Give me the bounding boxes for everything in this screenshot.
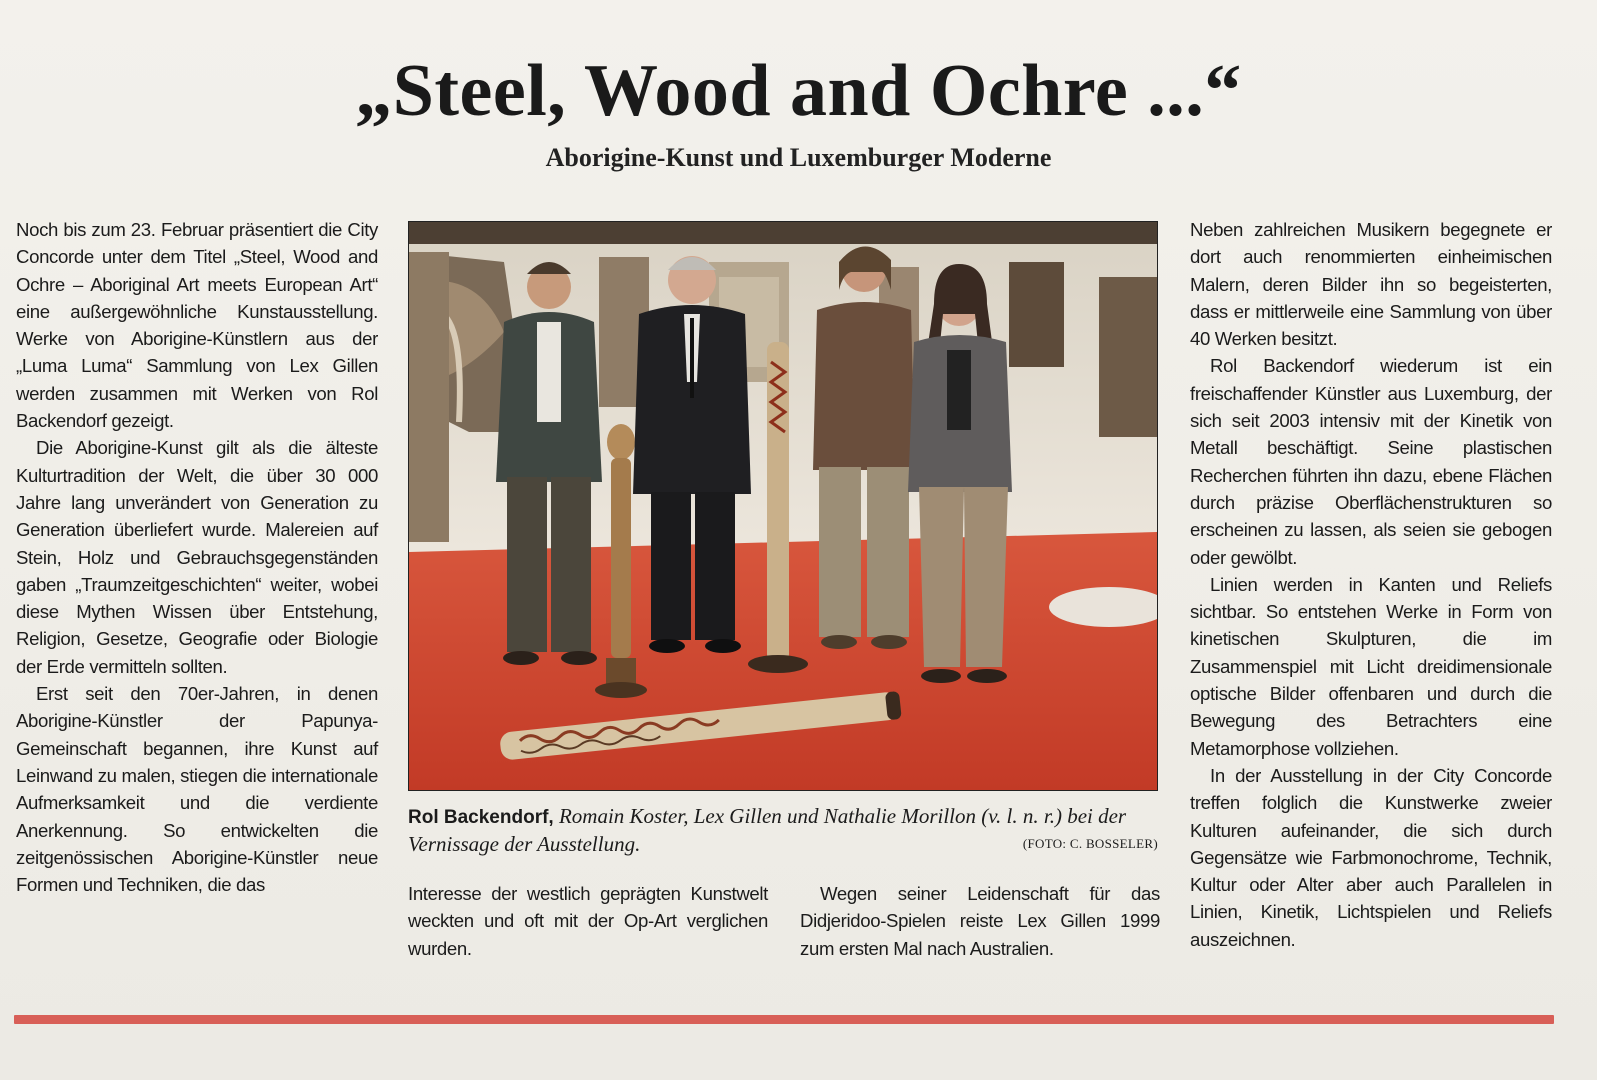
paragraph: Rol Backendorf wiederum ist ein freischaffender Künstler aus Luxemburg, der sich seit 2003 intensiv mit der Kinetik von Metall beschäftigt. Seine plastischen Recherchen führten ihn dazu, ebene Flächen durch präzise Oberflächenstrukturen so erscheinen zu lassen, als seien sie gebogen oder gewölbt. bbox=[1190, 355, 1552, 568]
photo-credit: (FOTO: C. BOSSELER) bbox=[1022, 836, 1158, 851]
bottom-red-rule bbox=[14, 1015, 1554, 1024]
paragraph: Wegen seiner Leidenschaft für das Didjeridoo-Spielen reiste Lex Gillen 1999 zum ersten Mal nach Australien. bbox=[800, 883, 1160, 959]
article-column-middle-1 bbox=[408, 880, 768, 962]
caption-text: Romain Koster, Lex Gillen und Nathalie Morillon (v. l. n. r.) bei der Vernissage der Ausstellung. bbox=[408, 804, 1127, 856]
paragraph: Linien werden in Kanten und Reliefs sichtbar. So entstehen Werke in Form von kinetischen Skulpturen, die im Zusammenspiel mit Licht dreidimensionale optische Bilder offenbaren und durch die Bewegung des Betrachters eine Metamorphose vollziehen. bbox=[1190, 573, 1552, 759]
caption-lead-name: Rol Backendorf, bbox=[408, 807, 554, 828]
exhibition-photo bbox=[408, 221, 1158, 791]
paragraph: Interesse der westlich geprägten Kunstwelt weckten und oft mit der Op-Art verglichen wurden. bbox=[408, 883, 768, 959]
paragraph: Die Aborigine-Kunst gilt als die älteste Kulturtradition der Welt, die über 30 000 Jahre lang unverändert von Generation zu Generation überliefert wurde. Malereien auf Stein, Holz und Gebrauchsgegenständen gaben „Traumzeitgeschichten“ weiter, wobei diese Mythen Wissen über Entstehung, Religion, Gesetze, Geografie oder Biologie der Erde vermitteln sollten. bbox=[16, 437, 378, 677]
article-column-right bbox=[1190, 216, 1552, 953]
article-column-middle-2 bbox=[800, 880, 1160, 962]
paragraph: In der Ausstellung in der City Concorde treffen folglich die Kunstwerke zweier Kulturen aufeinander, die sich durch Gegensätze wie Farbmonochrome, Technik, Kultur oder Alter aber auch Parallelen in Linien, Kinetik, Lichtspielen und Reliefs auszeichnen. bbox=[1190, 764, 1552, 950]
subheadline: Aborigine-Kunst und Luxemburger Moderne bbox=[545, 143, 1052, 172]
article-column-left bbox=[16, 216, 378, 898]
paragraph: Noch bis zum 23. Februar präsentiert die City Concorde unter dem Titel „Steel, Wood and Ochre – Aboriginal Art meets European Art“ eine außergewöhnliche Kunstausstellung. Werke von Aborigine-Künstlern aus der „Luma Luma“ Sammlung von Lex Gillen werden zusammen mit Werken von Rol Backendorf gezeigt. bbox=[16, 219, 378, 432]
photo-illustration bbox=[409, 222, 1158, 791]
paragraph: Erst seit den 70er-Jahren, in denen Aborigine-Künstler der Papunya-Gemeinschaft begannen, ihre Kunst auf Leinwand zu malen, stiegen die internationale Aufmerksamkeit und die verdiente Anerkennung. So entwickelten die zeitgenössischen Aborigine-Künstler neue Formen und Techniken, die das bbox=[16, 683, 378, 896]
headline: „Steel, Wood and Ochre ...“ bbox=[355, 50, 1242, 132]
photo-caption bbox=[408, 803, 1160, 858]
paragraph: Neben zahlreichen Musikern begegnete er dort auch renommierten einheimischen Malern, deren Bilder ihn so begeisterten, dass er mittlerweile eine Sammlung von über 40 Werken besitzt. bbox=[1190, 219, 1552, 350]
